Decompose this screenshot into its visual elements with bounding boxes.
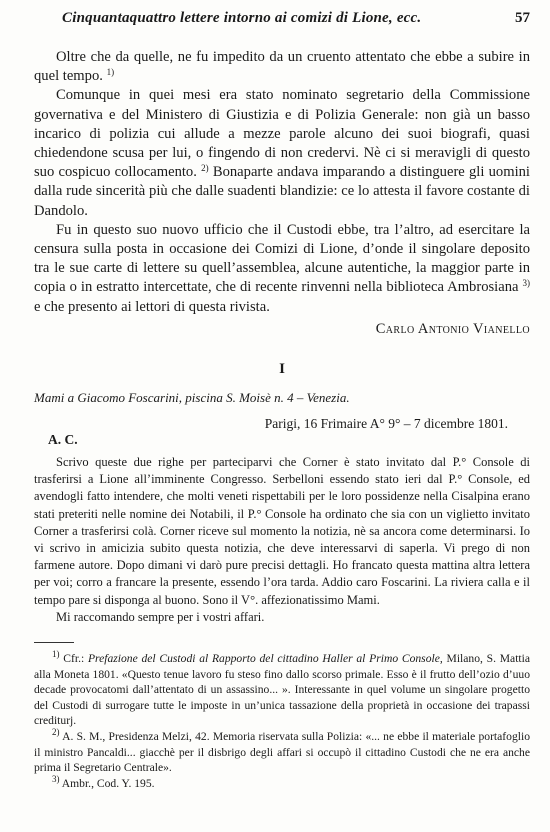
footnote-1-lead: Cfr.:: [63, 652, 85, 666]
author-signature: Carlo Antonio Vianello: [375, 320, 530, 337]
footnote-1-title: Prefazione del Custodi al Rapporto del cittadino Haller al Primo Console,: [87, 652, 443, 666]
footnote-1: [34, 651, 530, 729]
letter-addressee: Mami a Giacomo Foscarini, piscina S. Moisè n. 4 – Venezia.: [34, 390, 350, 406]
letter-number: I: [279, 361, 285, 378]
intro-p1-text: Oltre che da quelle, ne fu impedito da un cruento attentato che ebbe a subire in quel tempo.: [34, 49, 530, 85]
page-number: 57: [515, 10, 530, 26]
footnotes: [34, 651, 530, 791]
intro-p2b-text: Bonaparte andava imparando a distinguere gli uomini dalla rude sincerità più che dalle suadenti blandizie: ce lo attesta il favore costante di Dandolo.: [34, 164, 530, 219]
footnote-2-text: A. S. M., Presidenza Melzi, 42. Memoria riservata sulla Polizia: «... ne ebbe il materiale portafoglio il ministro Pancaldi... giacchè per il disbrigo degli affari si occupò il cittadino Custodi che ne era anche prima il Segretario Centrale».: [34, 730, 530, 775]
intro-paragraph-1: [34, 48, 530, 86]
intro-p2a-text: Comunque in quei mesi era stato nominato segretario della Commissione governativa e del Ministero di Giustizia e di Polizia Generale: non già un basso incarico di polizia cui allude a mezze parole alcuno dei suoi biografi, quasi chiedendone scusa per lui, o fingendo di non credervi. Nè ci si meravigli di questo suo cospicuo collocamento.: [34, 87, 530, 181]
footnote-3-mark: 3): [52, 773, 60, 784]
footnote-ref-3: 3): [522, 278, 530, 289]
intro-paragraph-3: [34, 221, 530, 317]
letter-dateline: Parigi, 16 Frimaire A° 9° – 7 dicembre 1801.: [264, 416, 508, 432]
intro-p3b-text: e che presento ai lettori di questa rivista.: [34, 298, 270, 315]
footnote-ref-2: 2): [201, 163, 209, 174]
running-title: Cinquantaquattro lettere intorno ai comizi di Lione, ecc.: [62, 10, 422, 26]
footnote-ref-1: 1): [106, 67, 115, 78]
letter-paragraph: Scrivo queste due righe per parteciparvi che Corner è stato invitato dal P.° Console di trasferirsi a Lione all’imminente Congresso. Serbelloni essendo stato ieri dal P.° Console, ed avendogli fatto intendere, che molti veneti rispettabili per le loro possidenze nella Cisalpina erano stati preteriti nelle nomine dei Notabili, il P.° Console ha ordinato che sia con un viglietto invitato Corner a trasferirsi colà. Corner riceve sul momento la notizia, nè sa ancora come determinarsi. Io vi scrivo in amicizia subito questa notizia, che deve interessarvi di saperla. Vi prego di non farmene autore. Dopo dimani vi darò pure precisi dettagli. Ho francato questa mattina altra lettera per voi; corro a francare la presente, essendo l’ora tarda. Addio caro Foscarini. La riviera calla e il tempo pare si disponga al buono. Sono il V°. affezionatissimo Mami.: [34, 455, 530, 607]
footnote-3: [34, 773, 530, 792]
letter-salutation: A. C.: [48, 432, 78, 448]
footnote-2: [34, 729, 530, 776]
running-header: [34, 10, 530, 34]
letter-postscript: Mi raccomando sempre per i vostri affari.: [56, 609, 265, 624]
footnote-1-rest: Milano, S. Mattia alla Moneta 1801. «Questo tenue lavoro fu steso fino dallo scorso primale. Esso è il frutto dell’ozio d’uuo decade provocatomi dall’attentato di un assassino... ». Interessante in quel volume un singolare progetto del Custodi di surrogare tutte le imposte in un’unica tassazione della proprietà in occasione dei trapassi crediturj.: [34, 652, 530, 728]
intro-paragraph-2: [34, 86, 530, 220]
letter-body: [34, 454, 530, 626]
page: [34, 10, 530, 791]
intro-text: [34, 48, 530, 339]
footnote-2-mark: 2): [52, 727, 60, 738]
footnote-3-text: Ambr., Cod. Y. 195.: [61, 776, 155, 790]
intro-p3a-text: Fu in questo suo nuovo ufficio che il Custodi ebbe, tra l’altro, ad esercitare la censura sulla posta in occasione dei Comizi di Lione, d’onde il singolare deposito tra le sue carte di lettere su quell’assemblea, alcune autentiche, la maggior parte in copia o in estratto intercettate, che di recente rinvenni nella biblioteca Ambrosiana: [34, 221, 530, 296]
footnote-divider: [34, 642, 74, 643]
footnote-1-mark: 1): [52, 649, 60, 660]
